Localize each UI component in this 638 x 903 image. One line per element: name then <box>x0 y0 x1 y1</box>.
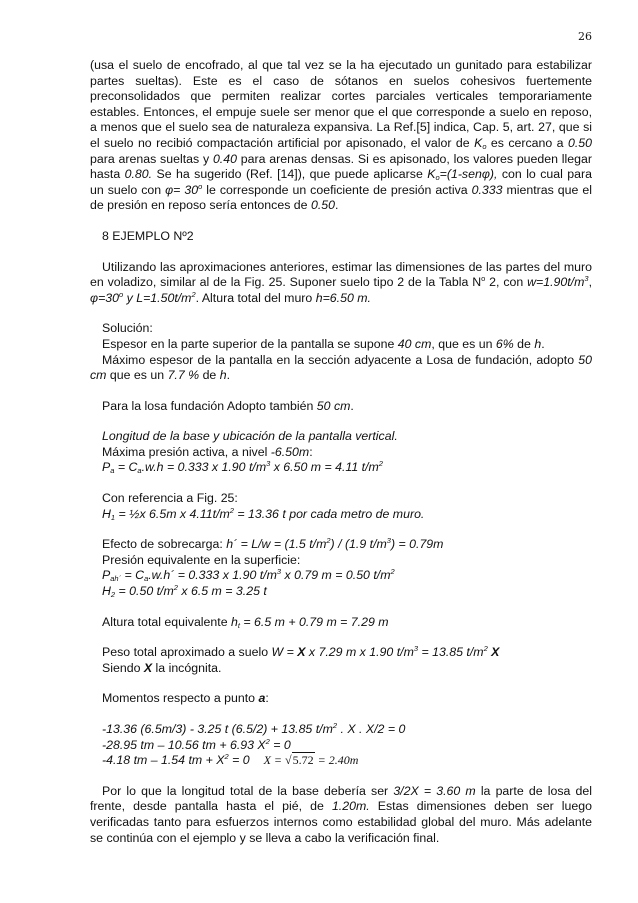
text-run: Momentos respecto a punto <box>102 691 259 706</box>
problem-paragraph <box>90 260 592 307</box>
solution-line <box>102 337 592 353</box>
value: 0.40 <box>212 151 237 166</box>
text-run: Utilizando las aproximaciones anteriores, estimar las dimensiones de las partes del muro en voladizo, similar al de la Fig. 25. Suponer suelo tipo 2 de la Tabla N <box>90 259 592 290</box>
k-subscript: o <box>482 141 487 151</box>
formula: = 30 <box>173 182 199 197</box>
value: -6.50m <box>270 444 310 459</box>
eq-part: = 6.5 m + 0.79 m = 7.29 m <box>239 614 389 629</box>
eq-sup: 2 <box>483 644 488 654</box>
radicand: 5.72 <box>292 753 314 768</box>
eq-part: = 13.36 t por cada metro de muro. <box>233 506 425 521</box>
text-run: de <box>513 336 535 351</box>
value: h <box>219 368 227 383</box>
eq-part: x 6.5 m = 3.25 t <box>177 584 267 599</box>
text-run: la incógnita. <box>152 660 222 675</box>
eq-part: ) / (1.9 t/m <box>330 537 387 552</box>
final-paragraph <box>90 784 592 846</box>
text-run: : <box>265 691 269 706</box>
eq-sub: a <box>137 466 142 476</box>
equation-2 <box>102 738 592 754</box>
text-run: . <box>541 336 545 351</box>
text-run: Por lo que la longitud total de la base debería ser <box>102 783 394 798</box>
h2-equation <box>102 584 592 600</box>
eq-sub: a <box>110 466 115 476</box>
eq-sup: 2 <box>332 721 338 730</box>
eq-sup: 2 <box>173 583 178 593</box>
text-run: la parte de losa del frente, desde pantalla hasta el pié, de <box>90 783 592 814</box>
unknown-x: X <box>297 645 306 660</box>
text-run: , <box>588 275 592 290</box>
text-run: 2, con <box>485 275 528 290</box>
eq-part: P <box>102 460 111 475</box>
eq-sub: ah´ <box>110 574 122 584</box>
text-run: Siendo <box>102 660 144 675</box>
unknown-x: X <box>143 660 153 675</box>
eq-part: H <box>102 584 111 599</box>
eq-sup: 3 <box>266 459 271 469</box>
eq-sup: 3 <box>413 644 419 654</box>
sqrt-icon: √ <box>285 753 292 768</box>
moments-line <box>102 691 592 707</box>
value: 0.80. <box>124 167 153 182</box>
eq-sub: 2 <box>110 590 116 600</box>
pah-equation <box>102 568 592 584</box>
eq-part: -13.36 (6.5m/3) - 3.25 t (6.5/2) + 13.85 t/m <box>102 722 333 736</box>
formula: w=1.90t/m <box>527 275 585 290</box>
eq-sup: 2 <box>390 567 395 577</box>
h1-equation <box>102 507 592 523</box>
text-run: Para la losa fundación Adopto también <box>102 398 317 413</box>
eq-sub: a <box>144 574 149 584</box>
text-run: es cercano a <box>486 135 568 150</box>
eq-sup: 2 <box>326 536 331 546</box>
text-run: mientras que el de presión en reposo sería entonces de <box>90 182 592 213</box>
value: 7.7 % <box>167 368 200 383</box>
text-run: para arenas densas. Si es apisonado, los valores pueden llegar hasta <box>90 151 593 182</box>
formula: ), <box>489 167 498 182</box>
solution-line <box>90 353 592 384</box>
eq-sub: 1 <box>110 512 116 522</box>
eq-sub: t <box>237 620 240 630</box>
text-run: . <box>335 198 339 213</box>
formula: =(1-sen <box>439 167 482 182</box>
phi-symbol: φ <box>90 290 99 305</box>
eq-part: P <box>102 568 111 583</box>
superscript: o <box>481 274 486 284</box>
text-run: . <box>226 368 231 383</box>
text-run: con lo cual para un suelo con <box>90 167 592 197</box>
eq-part: = 2.40m <box>314 753 359 768</box>
value: 50 cm <box>316 398 351 413</box>
text-run: Se ha sugerido (Ref. [14]), que puede aplicarse <box>152 167 428 182</box>
eq-sup: 2 <box>265 736 270 746</box>
base-title: Longitud de la base y ubicación de la pantalla vertical. <box>102 429 398 444</box>
text-run: . Altura total del muro <box>195 290 316 305</box>
eq-part: x 0.79 m = 0.50 t/m <box>281 568 391 583</box>
superscript: o <box>119 289 124 299</box>
formula: y L=1.50t/m <box>123 290 192 305</box>
text-run: : <box>309 444 313 459</box>
eq-part: = 13.85 t/m <box>418 645 484 660</box>
page-number: 26 <box>578 30 592 43</box>
phi-symbol: φ <box>165 182 174 197</box>
k-subscript: o <box>435 173 440 183</box>
eq-part: -28.95 tm – 10.56 tm + 6.93 X <box>102 737 266 752</box>
text-run: Estas dimensiones deben ser luego verificadas tanto para esfuerzos internos como estabilidad global del muro. Más adelante se continúa con el ejemplo y se lleva a cabo la verificación final. <box>90 799 592 845</box>
eq-part: ) = 0.79m <box>390 537 444 552</box>
text-run: Máximo espesor de la pantalla en la sección adyacente a Losa de fundación, adopto <box>102 352 579 367</box>
eq-part: = 0 <box>269 737 291 752</box>
surcharge-text: Presión equivalente en la superficie: <box>102 552 301 567</box>
eq-part: X = <box>263 753 286 768</box>
text-run: Peso total aproximado a suelo <box>102 645 272 660</box>
equation-3 <box>102 753 592 769</box>
eq-part: = C <box>121 568 145 583</box>
eq-part: x 6.50 m = 4.11 t/m <box>270 460 379 475</box>
intro-paragraph <box>90 58 592 214</box>
ref-title: Con referencia a Fig. 25: <box>102 491 238 506</box>
value: 0.333 <box>471 182 503 197</box>
eq-part: = ½x 6.5m x 4.11t/m <box>115 506 230 521</box>
text-run: . <box>350 398 354 413</box>
phi-symbol: φ <box>481 167 490 182</box>
value: 6% <box>495 336 514 351</box>
eq-part: .w.h = 0.333 x 1.90 t/m <box>141 460 267 475</box>
surcharge-line <box>102 537 592 553</box>
value: 40 cm <box>397 336 432 351</box>
text-run: (usa el suelo de encofrado, al que tal vez se la ha ejecutado un gunitado para estabilizar partes sueltas). Este es el caso de sótanos en suelos cohesivos fuertemente preconsolidados que permiten realizar cortes parciales verticales temporariamente estables. Entonces, el empuje suele ser menor que el que corresponde a suelo en reposo, a menos que el suelo sea de naturaleza expansiva. La Ref.[5] indica, Cap. 5, art. 27, que si el suelo no recibió compactación artificial por apisonado, el valor de <box>90 58 592 150</box>
value: 1.20m. <box>331 799 370 814</box>
eq-part: W = <box>271 645 298 660</box>
eq-part: = 0.50 t/m <box>115 584 174 599</box>
value: h <box>534 336 542 351</box>
base-line <box>102 445 592 461</box>
text-run: Espesor en la parte superior de la pantalla se supone <box>102 336 398 351</box>
text-run: de <box>199 368 220 383</box>
eq-sup: 3 <box>276 567 282 577</box>
pa-equation <box>102 460 592 476</box>
weight-line <box>102 645 592 661</box>
formula: h=6.50 m. <box>315 290 371 305</box>
formula: =30 <box>98 290 120 305</box>
superscript: 2 <box>191 289 196 299</box>
unknown-x: X <box>487 645 500 660</box>
superscript: 3 <box>584 274 589 284</box>
eq-sup: 2 <box>229 505 234 515</box>
eq-sup: 2 <box>378 459 383 469</box>
degree-superscript: o <box>198 181 203 191</box>
value: 0.50 <box>567 135 592 150</box>
eq-part: . X . X/2 = 0 <box>337 722 406 736</box>
solution-title: Solución: <box>102 321 153 336</box>
text-run: que es un <box>106 368 168 383</box>
text-run: Altura total equivalente <box>102 614 232 629</box>
text-run: , que es un <box>431 336 496 351</box>
eq-sup: 3 <box>386 536 391 546</box>
equation-1 <box>102 722 592 738</box>
losa-line <box>102 399 592 415</box>
k-symbol: K <box>474 135 483 150</box>
point-a: a <box>258 691 266 706</box>
eq-part: h´ = L/w = (1.5 t/m <box>226 537 327 552</box>
eq-part: h <box>231 614 238 629</box>
value: 0.50 <box>310 198 335 213</box>
text-run: Efecto de sobrecarga: <box>102 537 227 552</box>
k-symbol: K <box>427 167 436 182</box>
unknown-line <box>102 661 592 677</box>
eq-part: H <box>102 506 111 521</box>
height-line <box>102 615 592 631</box>
section-heading: 8 EJEMPLO Nº2 <box>102 228 194 243</box>
eq-part: x 7.29 m x 1.90 t/m <box>305 645 414 660</box>
eq-part: = C <box>114 460 138 475</box>
text-run: le corresponde un coeficiente de presión activa <box>202 182 472 197</box>
eq-part: .w.h´ = 0.333 x 1.90 t/m <box>148 568 277 583</box>
eq-part: = 0 <box>228 753 250 768</box>
text-run: para arenas sueltas y <box>90 151 213 166</box>
value: 3/2X = 3.60 m <box>393 783 476 798</box>
sqrt-formula <box>264 753 359 767</box>
page-body <box>90 58 592 846</box>
text-run: Máxima presión activa, a nivel <box>102 444 271 459</box>
value: 50 cm <box>90 352 592 383</box>
eq-sup: 2 <box>224 752 229 762</box>
eq-part: -4.18 tm – 1.54 tm + X <box>102 753 225 768</box>
